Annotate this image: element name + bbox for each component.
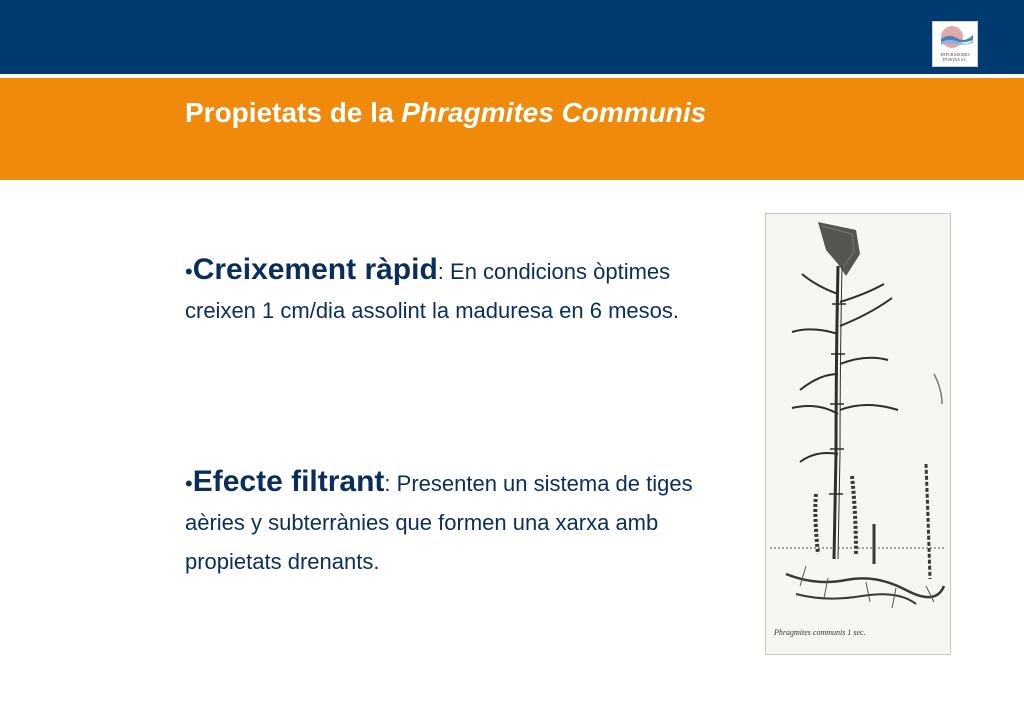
- header-bar: [0, 0, 1024, 74]
- bullet-filter: [185, 462, 745, 581]
- reed-drawing-icon: [766, 214, 950, 654]
- bullet-heading: Efecte filtrant: [192, 465, 385, 498]
- bullet-text: Presenten un sistema de tiges aèries y subterrànies que formen una xarxa amb propietats drenants.: [185, 471, 693, 574]
- bullet-separator: :: [437, 259, 451, 284]
- bullet-growth: [185, 250, 745, 330]
- title-prefix: Propietats de la: [185, 97, 402, 128]
- logo-line-2: D'OSONA S.L.: [942, 57, 968, 62]
- logo-line-1: DEPURADORES: [940, 52, 970, 57]
- bullet-marker: •: [185, 259, 193, 284]
- bullet-heading: Creixement ràpid: [192, 253, 438, 286]
- bullet-marker: •: [185, 471, 193, 496]
- bullet-text: En condicions òptimes creixen 1 cm/dia assolint la maduresa en 6 mesos.: [185, 259, 680, 323]
- figure-caption: Phragmites communis 1 sec.: [774, 628, 866, 637]
- title-species: Phragmites Communis: [401, 97, 707, 128]
- plant-illustration: [765, 213, 951, 655]
- bullet-separator: :: [384, 471, 397, 496]
- company-logo: [932, 21, 978, 67]
- logo-emblem-icon: [933, 22, 977, 52]
- slide-title: [185, 96, 706, 130]
